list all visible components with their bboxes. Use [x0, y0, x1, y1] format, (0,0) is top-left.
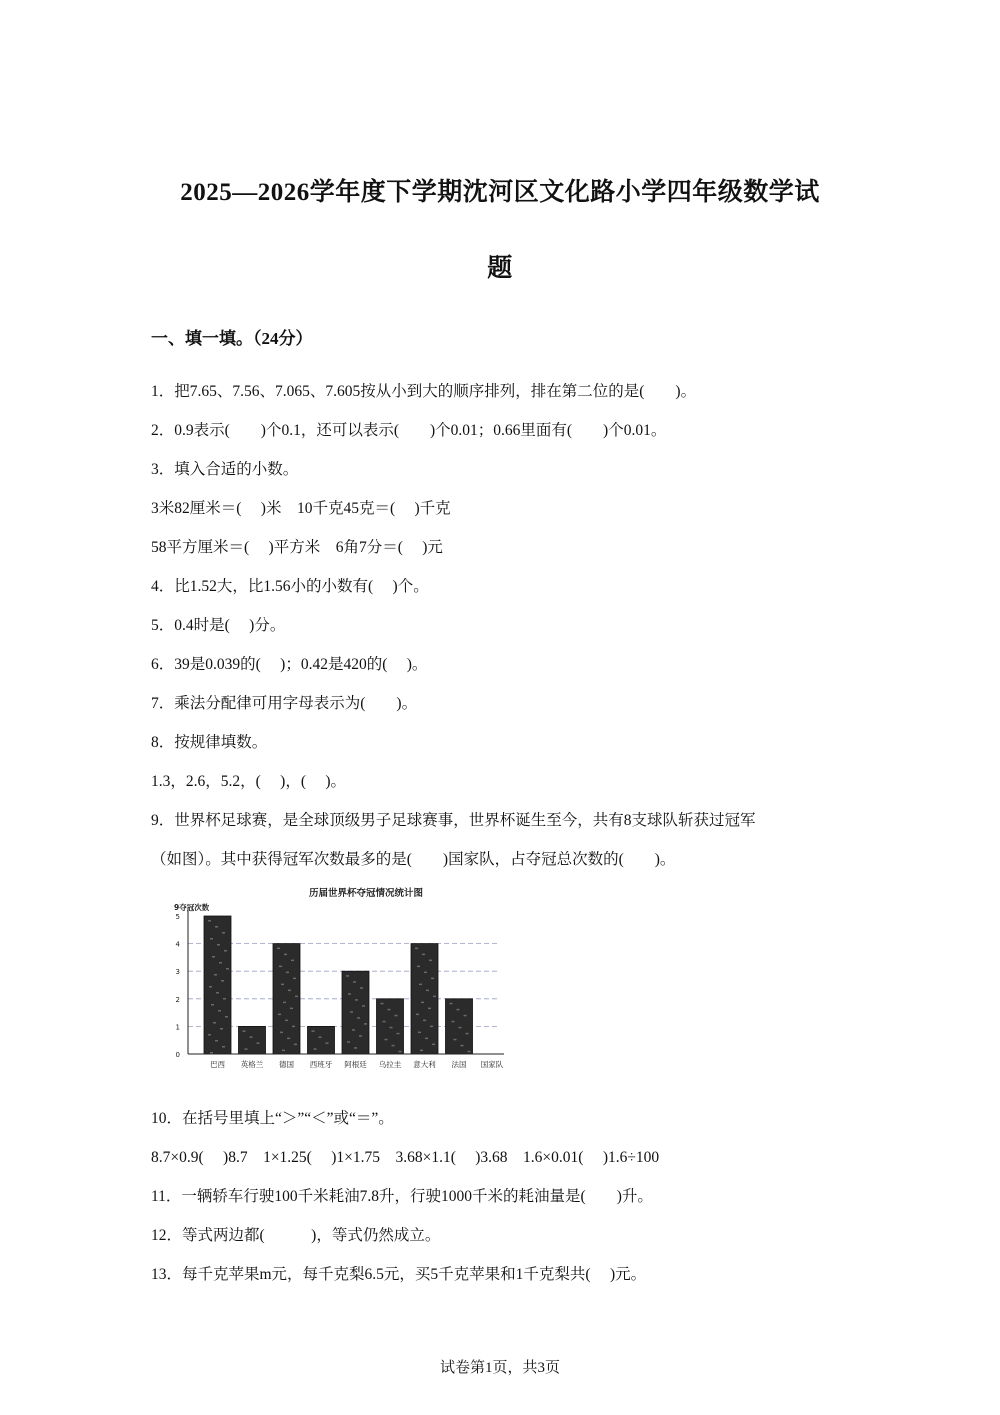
question-2: 2．0.9表示( )个0.1，还可以表示( )个0.01；0.66里面有( )个0.01。	[151, 422, 667, 439]
chart-bar-texture	[424, 972, 427, 974]
chart-bar-texture	[452, 1021, 455, 1023]
chart-bar-texture	[418, 1032, 421, 1034]
chart-bar-texture	[395, 1015, 398, 1017]
chart-bar-texture	[214, 974, 217, 976]
chart-y-tick-2: 2	[175, 995, 180, 1004]
chart-bar-7	[446, 999, 473, 1054]
question-10-comparisons: 8.7×0.9( )8.7 1×1.25( )1×1.75 3.68×1.1( )3.68 1.6×0.01( )1.6÷100	[151, 1149, 660, 1166]
chart-y-axis-label-text: 夺冠次数	[179, 903, 210, 912]
chart-bar-texture	[362, 1005, 365, 1007]
chart-bar-texture	[422, 954, 425, 956]
chart-bar-texture	[419, 984, 422, 986]
chart-bar-texture	[217, 944, 220, 946]
chart-bar-texture	[250, 1036, 253, 1038]
chart-bar-texture	[210, 1052, 213, 1054]
question-1: 1．把7.65、7.56、7.065、7.605按从小到大的顺序排列，排在第二位的是( )。	[151, 383, 697, 400]
exam-title-line1: 2025—2026学年度下学期沈河区文化路小学四年级数学试	[180, 179, 820, 206]
question-7: 7．乘法分配律可用字母表示为( )。	[151, 695, 418, 712]
chart-bar-texture	[210, 938, 213, 940]
chart-category-label-6: 意大利	[413, 1060, 436, 1069]
chart-bar-texture	[208, 1034, 211, 1036]
chart-bar-texture	[466, 1033, 469, 1035]
question-10: 10．在括号里填上“＞”“＜”或“＝”。	[151, 1110, 394, 1127]
chart-bar-texture	[208, 920, 211, 922]
chart-y-tick-3: 3	[175, 968, 180, 977]
chart-bar-texture	[359, 1035, 362, 1037]
question-3-part-b: 58平方厘米＝( )平方米 6角7分＝( )元	[151, 539, 443, 556]
chart-category-label-1: 英格兰	[240, 1060, 264, 1069]
chart-bar-texture	[420, 1050, 423, 1052]
question-9: 9．世界杯足球赛，是全球顶级男子足球赛事，世界杯诞生至今，共有8支球队斩获过冠军	[151, 812, 756, 829]
question-9-continued: （如图）。其中获得冠军次数最多的是( )国家队，占夺冠总次数的( )。	[151, 851, 676, 868]
chart-bar-texture	[457, 1009, 460, 1011]
chart-bar-texture	[416, 1014, 419, 1016]
chart-y-tick-5: 5	[175, 913, 180, 921]
chart-bar-texture	[326, 1042, 329, 1044]
chart-bar-texture	[360, 987, 363, 989]
chart-bar-4	[342, 971, 369, 1054]
chart-bar-texture	[346, 975, 349, 977]
chart-bar-2	[273, 944, 300, 1054]
chart-bar-texture	[461, 1045, 464, 1047]
chart-bar-texture	[216, 992, 219, 994]
chart-bar-texture	[282, 1050, 285, 1052]
chart-bar-texture	[314, 1048, 317, 1050]
question-5: 5．0.4时是( )分。	[151, 617, 286, 634]
question-13: 13．每千克苹果m元，每千克梨6.5元，买5千克苹果和1千克梨共( )元。	[151, 1266, 647, 1283]
chart-y-tick-4: 4	[175, 940, 180, 949]
chart-bar-0	[204, 916, 231, 1054]
chart-bar-texture	[459, 1027, 462, 1029]
chart-bar-texture	[293, 978, 296, 980]
chart-bar-texture	[225, 1016, 228, 1018]
chart-bar-texture	[278, 1014, 281, 1016]
chart-bar-texture	[218, 1010, 221, 1012]
chart-bar-texture	[399, 1051, 402, 1053]
chart-bar-texture	[385, 1039, 388, 1041]
question-11: 11．一辆轿车行驶100千米耗油7.8升，行驶1000千米的耗油量是( )升。	[151, 1188, 653, 1205]
chart-y-axis-label: 9夺冠次数	[174, 903, 210, 912]
chart-bar-texture	[281, 984, 284, 986]
chart-bar-texture	[432, 1044, 435, 1046]
question-12: 12．等式两边都( )，等式仍然成立。	[151, 1227, 441, 1244]
chart-bar-texture	[425, 1038, 428, 1040]
chart-bar-texture	[219, 962, 222, 964]
chart-bar-texture	[285, 1020, 288, 1022]
chart-bar-texture	[295, 996, 298, 998]
chart-category-label-4: 阿根廷	[344, 1060, 367, 1069]
chart-bar-texture	[209, 986, 212, 988]
chart-bar-texture	[383, 1021, 386, 1023]
chart-bar-texture	[292, 1026, 295, 1028]
chart-bar-texture	[312, 1030, 315, 1032]
chart-bar-texture	[397, 1033, 400, 1035]
chart-bar-texture	[415, 948, 418, 950]
chart-bar-texture	[224, 950, 227, 952]
chart-category-label-3: 西班牙	[309, 1060, 333, 1069]
chart-bar-texture	[319, 1036, 322, 1038]
chart-y-tick-1: 1	[175, 1023, 180, 1032]
chart-bar-texture	[215, 926, 218, 928]
world-cup-bar-chart	[166, 880, 512, 1076]
chart-bar-texture	[381, 1003, 384, 1005]
chart-bar-texture	[294, 1044, 297, 1046]
chart-bar-texture	[290, 1008, 293, 1010]
chart-category-label-0: 巴西	[210, 1060, 225, 1069]
chart-bar-texture	[357, 1017, 360, 1019]
chart-bar-6	[411, 944, 438, 1054]
chart-bar-texture	[257, 1042, 260, 1044]
chart-bar-texture	[450, 1003, 453, 1005]
chart-bar-texture	[279, 966, 282, 968]
chart-bar-texture	[287, 1038, 290, 1040]
chart-bar-texture	[223, 998, 226, 1000]
chart-bar-texture	[283, 1002, 286, 1004]
chart-bar-texture	[353, 981, 356, 983]
chart-bar-texture	[226, 968, 229, 970]
chart-bar-texture	[222, 932, 225, 934]
chart-bar-texture	[426, 990, 429, 992]
chart-bar-texture	[348, 993, 351, 995]
chart-title: 历届世界杯夺冠情况统计图	[308, 888, 424, 899]
chart-x-axis-label: 国家队	[480, 1060, 504, 1069]
chart-bar-5	[377, 999, 404, 1054]
chart-bar-texture	[352, 1029, 355, 1031]
question-8: 8．按规律填数。	[151, 734, 268, 751]
chart-bar-texture	[211, 1004, 214, 1006]
chart-bar-texture	[431, 978, 434, 980]
chart-bar-texture	[291, 960, 294, 962]
chart-bar-texture	[347, 1041, 350, 1043]
chart-bar-texture	[220, 1028, 223, 1030]
chart-bar-texture	[464, 1015, 467, 1017]
chart-bar-texture	[390, 1027, 393, 1029]
question-3: 3．填入合适的小数。	[151, 461, 299, 478]
chart-bar-texture	[213, 1022, 216, 1024]
chart-y-tick-0: 0	[175, 1051, 180, 1059]
chart-bar-texture	[423, 1020, 426, 1022]
chart-bar-texture	[243, 1030, 246, 1032]
question-8-sequence: 1.3，2.6，5.2，( )，( )。	[151, 773, 347, 790]
chart-category-label-2: 德国	[279, 1060, 294, 1069]
question-4: 4．比1.52大，比1.56小的小数有( )个。	[151, 578, 429, 595]
chart-bar-texture	[468, 1051, 471, 1053]
chart-bar-texture	[284, 954, 287, 956]
chart-bar-texture	[280, 1032, 283, 1034]
chart-bar-texture	[355, 999, 358, 1001]
chart-bar-texture	[212, 956, 215, 958]
chart-bar-texture	[222, 1046, 225, 1048]
chart-bar-texture	[429, 960, 432, 962]
chart-bar-texture	[288, 990, 291, 992]
question-3-part-a: 3米82厘米＝( )米 10千克45克＝( )千克	[151, 500, 451, 517]
exam-title-line2: 题	[487, 255, 513, 282]
chart-bar-texture	[286, 972, 289, 974]
page-footer: 试卷第1页，共3页	[439, 1360, 560, 1376]
chart-svg	[166, 880, 512, 1076]
chart-bar-texture	[433, 996, 436, 998]
chart-bar-texture	[245, 1048, 248, 1050]
chart-bar-texture	[430, 1026, 433, 1028]
chart-bar-texture	[221, 980, 224, 982]
chart-bar-texture	[277, 948, 280, 950]
chart-bar-texture	[388, 1009, 391, 1011]
chart-bar-texture	[428, 1008, 431, 1010]
chart-bar-texture	[354, 1047, 357, 1049]
section-heading-fill-in: 一、填一填。（24分）	[151, 329, 313, 348]
chart-category-label-5: 乌拉圭	[378, 1060, 402, 1069]
chart-category-label-7: 法国	[451, 1060, 467, 1069]
chart-bar-texture	[417, 966, 420, 968]
chart-bar-texture	[421, 1002, 424, 1004]
chart-bar-texture	[364, 1023, 367, 1024]
chart-bar-texture	[392, 1045, 395, 1047]
chart-bar-texture	[215, 1040, 218, 1042]
chart-bar-texture	[454, 1039, 457, 1041]
question-6: 6．39是0.039的( )；0.42是420的( )。	[151, 656, 428, 673]
chart-bar-texture	[350, 1011, 353, 1013]
